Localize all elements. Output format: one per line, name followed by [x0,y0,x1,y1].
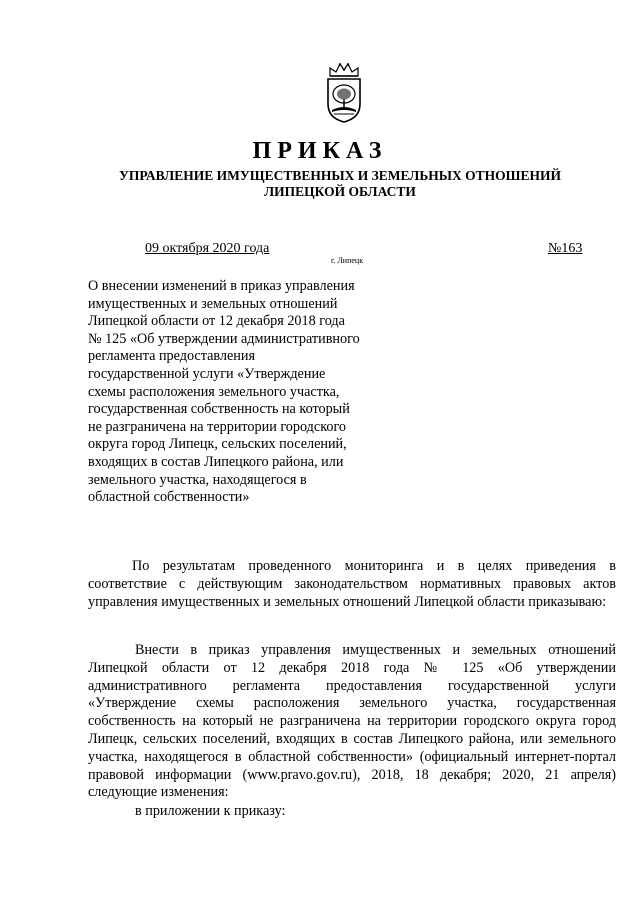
document-title: ПРИКАЗ [252,138,388,164]
subject-line: Липецкой области от 12 декабря 2018 года [88,313,345,330]
subject-line: имущественных и земельных отношений [88,295,338,312]
order-number: №163 [548,241,583,256]
coat-of-arms-icon [322,62,366,124]
subject-line: входящих в состав Липецкого района, или [88,453,344,470]
subject-line: государственной услуги «Утверждение [88,365,326,382]
subject-line: областной собственности» [88,489,250,506]
subject-line: округа город Липецк, сельских поселений, [88,436,347,453]
order-city: г. Липецк [331,256,364,265]
order-subject [88,278,393,507]
preamble-paragraph: По результатам проведенного мониторинга и в целях приведения в соответствие с действующим законодательством нормативных правовых актов управления имущественных и земельных отношений Липецкой области приказываю: [88,558,616,610]
organization-line-2: ЛИПЕЦКОЙ ОБЛАСТИ [264,184,416,199]
subject-line: регламента предоставления [88,348,255,365]
subject-line: О внесении изменений в приказ управления [88,278,355,294]
subject-line: схемы расположения земельного участка, [88,383,340,400]
subject-line: государственная собственность на который [88,401,350,418]
subject-line: № 125 «Об утверждении административного [88,330,360,347]
subject-line: не разграничена на территории городского [88,418,347,435]
organization-line-1: УПРАВЛЕНИЕ ИМУЩЕСТВЕННЫХ И ЗЕМЕЛЬНЫХ ОТНОШЕНИЙ [118,168,561,183]
organization-name [100,168,580,200]
subject-line: земельного участка, находящегося в [88,471,307,488]
order-date: 09 октября 2020 года [145,241,270,256]
appendix-paragraph: в приложении к приказу: [135,803,286,819]
amendment-paragraph: Внести в приказ управления имущественных и земельных отношений Липецкой области от 12 декабря 2018 года № 125 «Об утверждении административного регламента предоставления государственной услуги «Утверждение схемы расположения земельного участка, государственная собственность на который не разграничена на территории городского округа город Липецк, сельских поселений, входящих в состав Липецкого района, или земельного участка, находящегося в областной собственности» (официальный интернет-портал правовой информации (www.pravo.gov.ru), 2018, 18 декабря; 2020, 21 апреля) следующие изменения: [88,642,616,801]
